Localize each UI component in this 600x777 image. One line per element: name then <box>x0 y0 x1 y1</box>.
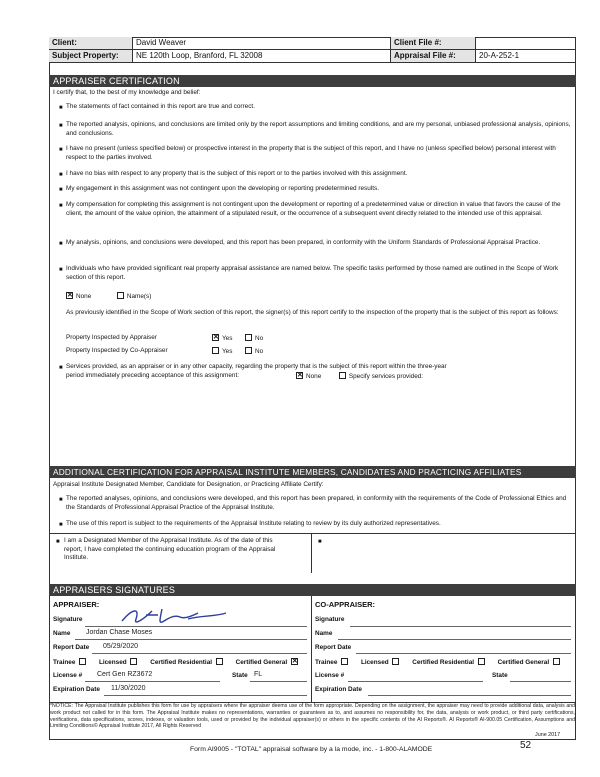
certified-residential-label: Certified Residential <box>412 659 475 666</box>
coappraiser-state-label: State <box>492 672 508 679</box>
bullet-icon: ■ <box>59 147 63 153</box>
cert-item-3: I have no present (unless specified below) or prospective interest in the property that is the subject of this report, and I have no (unless specified below) personal interest with respect to the parties involved. <box>66 145 556 161</box>
services-specify-checkbox[interactable] <box>339 372 346 379</box>
coappraiser-heading: CO-APPRAISER: <box>315 600 376 609</box>
cert-item-5: My engagement in this assignment was not contingent upon the developing or reporting predetermined results. <box>66 185 379 192</box>
additional-intro: Appraisal Institute Designated Member, Candidate for Designation, or Practicing Affiliate Certify: <box>53 481 324 488</box>
certified-residential-label: Certified Residential <box>150 659 213 666</box>
page-number: 52 <box>520 740 532 751</box>
appraiser-license-line <box>85 681 220 682</box>
bullet-icon: ■ <box>59 187 63 193</box>
bullet-icon: ■ <box>59 267 63 273</box>
cert-item-8: Individuals who have provided significant real property appraisal assistance are named below. The specific tasks performed by those named are outlined in the Scope of Work section of this report. <box>66 265 559 281</box>
appraiser-cert-gen-checkbox[interactable] <box>291 658 298 665</box>
appraiser-licensed-checkbox[interactable] <box>130 658 137 665</box>
cert-item-7: My analysis, opinions, and conclusions were developed, and this report has been prepared, in conformity with the Uniform Standards of Professional Appraisal Practice. <box>66 239 541 246</box>
licensed-label: Licensed <box>98 659 127 666</box>
certified-general-label: Certified General <box>497 659 550 666</box>
bullet-icon: ■ <box>59 241 63 247</box>
bullet-icon: ■ <box>59 365 63 371</box>
services-options <box>296 372 423 382</box>
bullet-icon: ■ <box>59 172 63 178</box>
divider <box>311 596 312 702</box>
client-value: David Weaver <box>133 37 391 49</box>
coappraiser-license-line <box>348 681 483 682</box>
assistance-options <box>66 292 151 302</box>
appraiser-state-line <box>250 681 307 682</box>
cert-item-6: My compensation for completing this assignment is not contingent upon the development or reporting of a predetermined value or direction in value that favors the cause of the client, the amount of the value opinion, the attainment of a stipulated result, or the occurrence of a subsequent event directly related to the intended use of this appraisal. <box>66 201 561 217</box>
client-file-value <box>476 37 576 49</box>
appraiser-name-value: Jordan Chase Moses <box>86 629 153 636</box>
appraiser-signature <box>118 605 238 631</box>
coappraiser-inspected-no-checkbox[interactable] <box>245 347 252 354</box>
inspected-by-coappraiser-options <box>212 347 263 357</box>
bullet-icon: ■ <box>56 539 60 545</box>
appraiser-expiration-line <box>104 695 307 696</box>
coappraiser-name-label: Name <box>315 630 333 637</box>
trainee-label: Trainee <box>315 659 338 666</box>
appraiser-state-label: State <box>232 672 248 679</box>
coappraiser-license-type <box>315 658 563 666</box>
coappraiser-trainee-checkbox[interactable] <box>341 658 348 665</box>
footer-notice: *NOTICE: The Appraisal Institute publishes this form for use by appraisers where the appraiser deems use of the form appropriate. Depending on the assignment, the appraiser may need to provide additional data, analysis and work product not called for in this form. The Appraisal Institute makes no representations, warranties or guarantees as to, and assumes no responsibility for, the data, analysis or work product, or third party certifications, verifications, data specifications, scores, indexes, or valuation tools, used or provided by the individual appraiser(s) or others in the specific contents of the AI Reports®. AI Reports® AI-900.05 Certification, Assumptions and Limiting Conditions© Appraisal Institute 2017, All Rights Reserved <box>50 703 575 730</box>
coappraiser-license-label: License # <box>315 672 345 679</box>
services-none-label: None <box>306 373 322 380</box>
subject-value: NE 120th Loop, Branford, FL 32008 <box>133 50 391 62</box>
appraiser-state-value: FL <box>254 671 263 678</box>
cert-item-1: The statements of fact contained in this report are true and correct. <box>66 103 255 110</box>
certified-general-label: Certified General <box>235 659 288 666</box>
appraiser-signature-label: Signature <box>53 616 83 623</box>
coappraiser-cert-gen-checkbox[interactable] <box>553 658 560 665</box>
coappraiser-report-date-line <box>356 653 571 654</box>
appraiser-cert-res-checkbox[interactable] <box>216 658 223 665</box>
appraiser-license-value: Cert Gen RZ3672 <box>97 671 153 678</box>
no-label: No <box>255 335 264 342</box>
no-label: No <box>255 348 264 355</box>
appraiser-certification-band: APPRAISER CERTIFICATION <box>49 75 576 87</box>
bullet-icon: ■ <box>59 123 63 129</box>
appraiser-trainee-checkbox[interactable] <box>79 658 86 665</box>
appraiser-license-type <box>53 658 301 666</box>
additional-certification-band: ADDITIONAL CERTIFICATION FOR APPRAISAL INSTITUTE MEMBERS, CANDIDATES AND PRACTICING AFFILIATES <box>49 466 576 478</box>
services-none-checkbox[interactable] <box>296 372 303 379</box>
licensed-label: Licensed <box>360 659 389 666</box>
assistance-none-label: None <box>76 293 92 300</box>
trainee-label: Trainee <box>53 659 76 666</box>
coappraiser-cert-res-checkbox[interactable] <box>478 658 485 665</box>
bullet-icon: ■ <box>59 203 63 209</box>
cert-item-4: I have no bias with respect to any property that is the subject of this report or to the parties involved with this assignment. <box>66 170 408 177</box>
inspected-by-appraiser-label: Property Inspected by Appraiser <box>66 334 157 341</box>
appraiser-file-value: 20-A-252-1 <box>479 51 520 60</box>
coappraiser-licensed-checkbox[interactable] <box>392 658 399 665</box>
coappraiser-inspected-yes-checkbox[interactable] <box>212 347 219 354</box>
bullet-icon: ■ <box>318 539 322 545</box>
yes-label: Yes <box>222 348 233 355</box>
footer-form-line: Form AI9005 - "TOTAL" appraisal software by a la mode, inc. - 1-800-ALAMODE <box>190 746 433 753</box>
subject-label: Subject Property: <box>49 50 133 62</box>
cert-item-2: The reported analysis, opinions, and conclusions are limited only by the report assumptions and limiting conditions, and are my personal, unbiased professional analysis, opinions, and conclusions. <box>66 121 571 137</box>
assistance-names-label: Name(s) <box>126 293 152 300</box>
inspected-by-appraiser-options <box>212 334 263 344</box>
coappraiser-expiration-label: Expiration Date <box>315 686 362 693</box>
assistance-names-checkbox[interactable] <box>117 292 124 299</box>
assistance-none-checkbox[interactable] <box>66 292 73 299</box>
bullet-icon: ■ <box>59 522 63 528</box>
appraiser-license-label: License # <box>53 672 83 679</box>
coappraiser-expiration-line <box>368 695 571 696</box>
appraiser-expiration-label: Expiration Date <box>53 686 100 693</box>
appraiser-inspected-yes-checkbox[interactable] <box>212 334 219 341</box>
bullet-icon: ■ <box>59 497 63 503</box>
divider <box>49 533 576 534</box>
signatures-band: APPRAISERS SIGNATURES <box>49 584 576 596</box>
services-text: Services provided, as an appraiser or in any other capacity, regarding the property that is the subject of this report within the three-year period immediately preceding acceptance of this assignment: <box>66 363 447 379</box>
cert-intro: I certify that, to the best of my knowledge and belief: <box>53 89 201 96</box>
appraiser-heading: APPRAISER: <box>53 600 100 609</box>
appraiser-name-line <box>75 639 307 640</box>
client-file-label: Client File #: <box>391 37 476 49</box>
bullet-icon: ■ <box>59 105 63 111</box>
coappraiser-name-line <box>338 639 571 640</box>
inspected-by-coappraiser-label: Property Inspected by Co-Appraiser <box>66 347 168 354</box>
yes-label: Yes <box>222 335 233 342</box>
coappraiser-signature-label: Signature <box>315 616 345 623</box>
appraiser-expiration-value: 11/30/2020 <box>111 685 146 692</box>
divider <box>311 533 312 573</box>
header-row-client <box>49 37 576 50</box>
inspection-text: As previously identified in the Scope of Work section of this report, the signer(s) of this report certify to the inspection of the property that is the subject of this report as follows: <box>66 309 559 316</box>
appraiser-name-label: Name <box>53 630 71 637</box>
coappraiser-state-line <box>510 681 571 682</box>
appraiser-report-date-line <box>92 653 307 654</box>
additional-item-1: The reported analyses, opinions, and conclusions were developed, and this report has been prepared, in conformity with the requirements of the Code of Professional Ethics and the Standards of Professional Appraisal Practice of the Appraisal Institute. <box>66 495 567 511</box>
footer-date: June 2017 <box>535 732 561 738</box>
services-specify-label: Specify services provided: <box>348 373 424 380</box>
additional-item-2: The use of this report is subject to the requirements of the Appraisal Institute relating to review by its duly authorized representatives. <box>66 520 441 527</box>
coappraiser-signature-line <box>350 626 571 627</box>
header-row-subject <box>49 50 576 63</box>
appraiser-report-date-value: 05/29/2020 <box>103 643 139 650</box>
appraiser-file-label: Appraisal File #: <box>391 50 476 62</box>
appraiser-report-date-label: Report Date <box>53 644 90 651</box>
appraiser-inspected-no-checkbox[interactable] <box>245 334 252 341</box>
client-label: Client: <box>49 37 133 49</box>
member-text: I am a Designated Member of the Appraisal Institute. As of the date of this report, I have completed the continuing education program of the Appraisal Institute. <box>64 537 276 562</box>
coappraiser-report-date-label: Report Date <box>315 644 352 651</box>
